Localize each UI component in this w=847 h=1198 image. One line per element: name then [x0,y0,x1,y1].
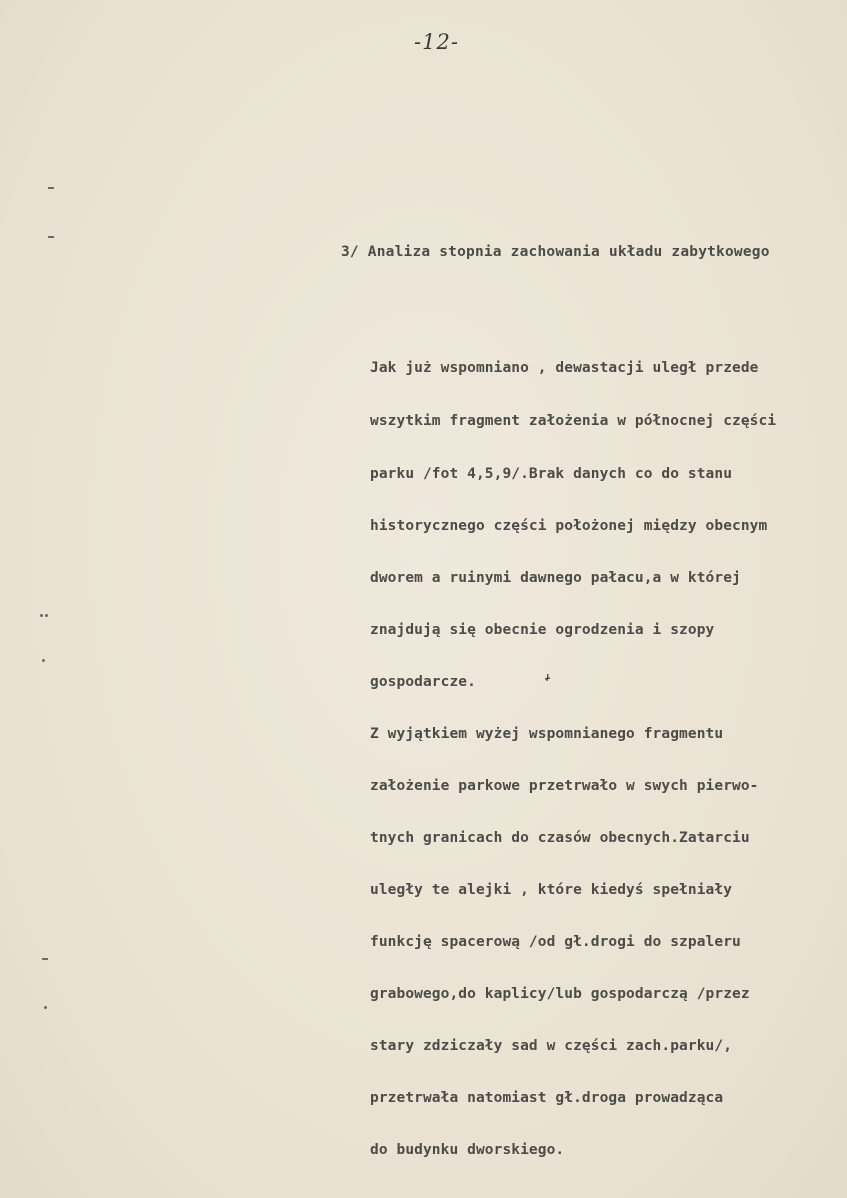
paragraph-line: do budynku dworskiego. [370,1142,565,1158]
paragraph-line: dworem a ruinymi dawnego pałacu,a w której [370,570,741,586]
paragraph-line: Z wyjątkiem wyżej wspomnianego fragmentu [370,726,724,742]
margin-mark [42,659,45,662]
paragraph-line: wszytkim fragment założenia w północnej części [370,413,777,429]
paragraph-line: funkcję spacerową /od gł.drogi do szpaleru [370,934,741,950]
paragraph-line: tnych granicach do czasów obecnych.Zatarciu [370,830,750,846]
margin-mark [48,187,54,189]
margin-mark [44,1006,47,1009]
paragraph-line: przetrwała natomiast gł.droga prowadząca [370,1090,724,1106]
paragraph-line: Jak już wspomniano , dewastacji uległ przede [370,360,759,376]
margin-mark [48,236,54,238]
paragraph-line: znajdują się obecnie ogrodzenia i szopy [370,622,715,638]
paragraph-line: gospodarcze. [370,674,476,690]
page-number: -12- [414,30,459,54]
margin-mark [45,614,48,617]
paragraph-line: stary zdziczały sad w części zach.parku/, [370,1038,733,1054]
margin-mark [42,958,48,960]
ink-mark [543,673,553,685]
paragraph-line: grabowego,do kaplicy/lub gospodarczą /przez [370,986,750,1002]
section-heading: 3/ Analiza stopnia zachowania układu zabytkowego [341,244,770,260]
paragraph-line: uległy te alejki , które kiedyś spełniały [370,882,733,898]
paragraph-line: założenie parkowe przetrwało w swych pierwo- [370,778,759,794]
margin-mark [40,614,43,617]
paragraph-line: historycznego części położonej między obecnym [370,518,768,534]
paragraph-line: parku /fot 4,5,9/.Brak danych co do stanu [370,466,733,482]
